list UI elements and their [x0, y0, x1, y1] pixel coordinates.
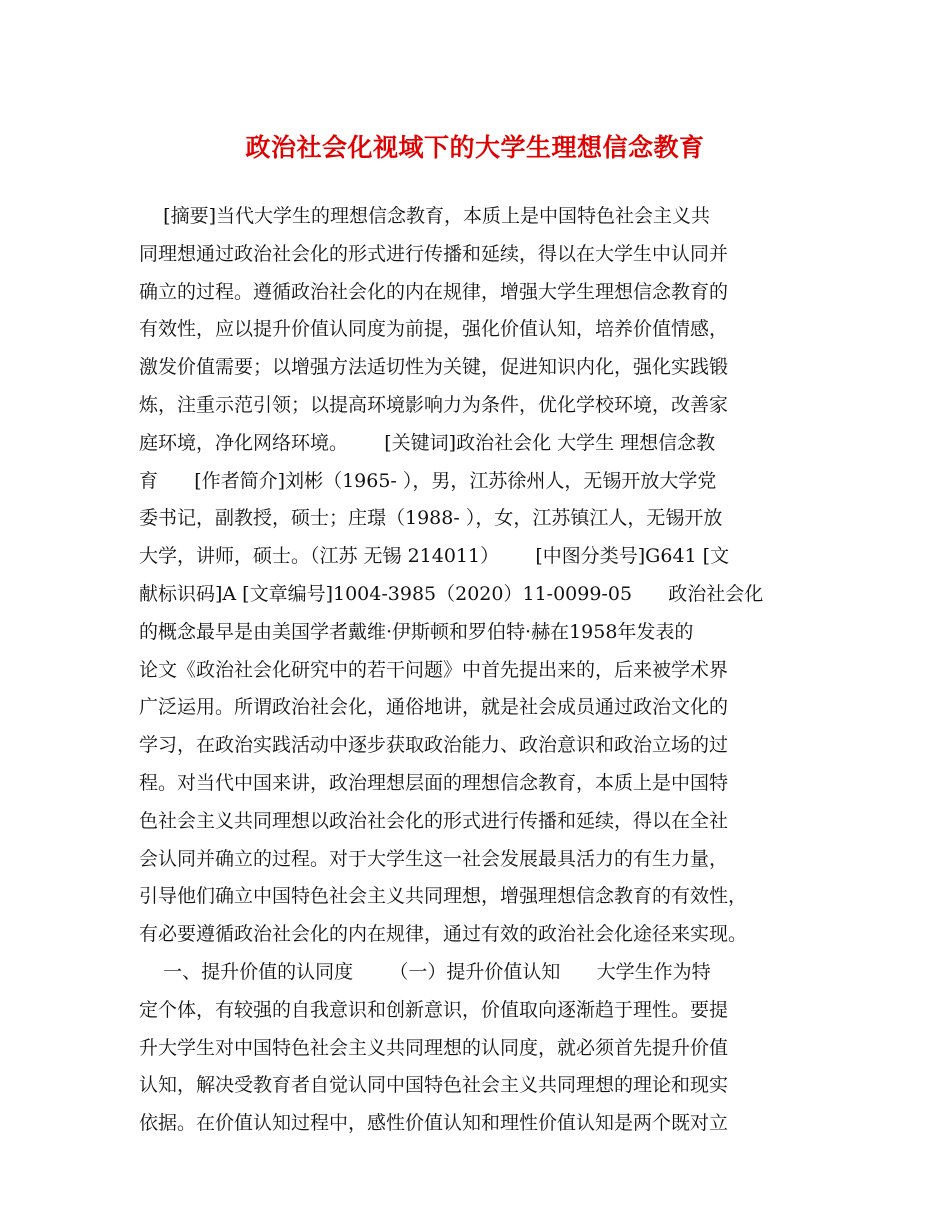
- text-line: 一、提升价值的认同度 （一）提升价值认知 大学生作为特: [139, 960, 711, 983]
- text-line: 依据。在价值认知过程中，感性价值认知和理性价值认知是两个既对立: [139, 1112, 729, 1135]
- text-line: 程。对当代中国来讲，政治理想层面的理想信念教育，本质上是中国特: [139, 771, 729, 794]
- document-body: [139, 198, 829, 1143]
- text-line: 激发价值需要；以增强方法适切性为关键，促进知识内化，强化实践锻: [139, 356, 729, 379]
- text-line: 的概念最早是由美国学者戴维·伊斯顿和罗伯特·赫在1958年发表的: [139, 620, 694, 643]
- text-line: [摘要]当代大学生的理想信念教育，本质上是中国特色社会主义共: [139, 205, 710, 227]
- document-title: 政治社会化视域下的大学生理想信念教育: [245, 133, 705, 162]
- text-line: 同理想通过政治社会化的形式进行传播和延续，得以在大学生中认同并: [139, 242, 729, 265]
- text-line: 大学，讲师，硕士。（江苏 无锡 214011） [中图分类号]G641 [文: [139, 545, 730, 568]
- text-line: 引导他们确立中国特色社会主义共同理想，增强理想信念教育的有效性，: [139, 885, 748, 908]
- text-line: 定个体，有较强的自我意识和创新意识，价值取向逐渐趋于理性。要提: [139, 998, 729, 1021]
- text-line: 色社会主义共同理想以政治社会化的形式进行传播和延续，得以在全社: [139, 809, 729, 832]
- text-line: 育 [作者简介]刘彬（1965- ），男，江苏徐州人，无锡开放大学党: [139, 469, 717, 492]
- text-line: 论文《政治社会化研究中的若干问题》中首先提出来的，后来被学术界: [139, 658, 729, 681]
- text-line: 学习，在政治实践活动中逐步获取政治能力、政治意识和政治立场的过: [139, 734, 729, 757]
- text-line: 有必要遵循政治社会化的内在规律，通过有效的政治社会化途径来实现。: [139, 923, 748, 946]
- text-line: 认知，解决受教育者自觉认同中国特色社会主义共同理想的理论和现实: [139, 1074, 729, 1097]
- text-line: 委书记，副教授，硕士；庄璟（1988- ），女，江苏镇江人，无锡开放: [139, 507, 723, 530]
- text-line: 有效性，应以提升价值认同度为前提，强化价值认知，培养价值情感，: [139, 318, 729, 341]
- text-line: 升大学生对中国特色社会主义共同理想的认同度，就必须首先提升价值: [139, 1036, 729, 1059]
- text-line: 炼，注重示范引领；以提高环境影响力为条件，优化学校环境，改善家: [139, 393, 729, 416]
- text-line: 庭环境，净化网络环境。 [关键词]政治社会化 大学生 理想信念教: [139, 431, 716, 454]
- text-line: 确立的过程。遵循政治社会化的内在规律，增强大学生理想信念教育的: [139, 280, 729, 303]
- text-line: 献标识码]A [文章编号]1004-3985（2020）11-0099-05 政治社会化: [139, 582, 764, 605]
- text-line: 会认同并确立的过程。对于大学生这一社会发展最具活力的有生力量，: [139, 847, 729, 870]
- text-line: 广泛运用。所谓政治社会化，通俗地讲，就是社会成员通过政治文化的: [139, 696, 729, 719]
